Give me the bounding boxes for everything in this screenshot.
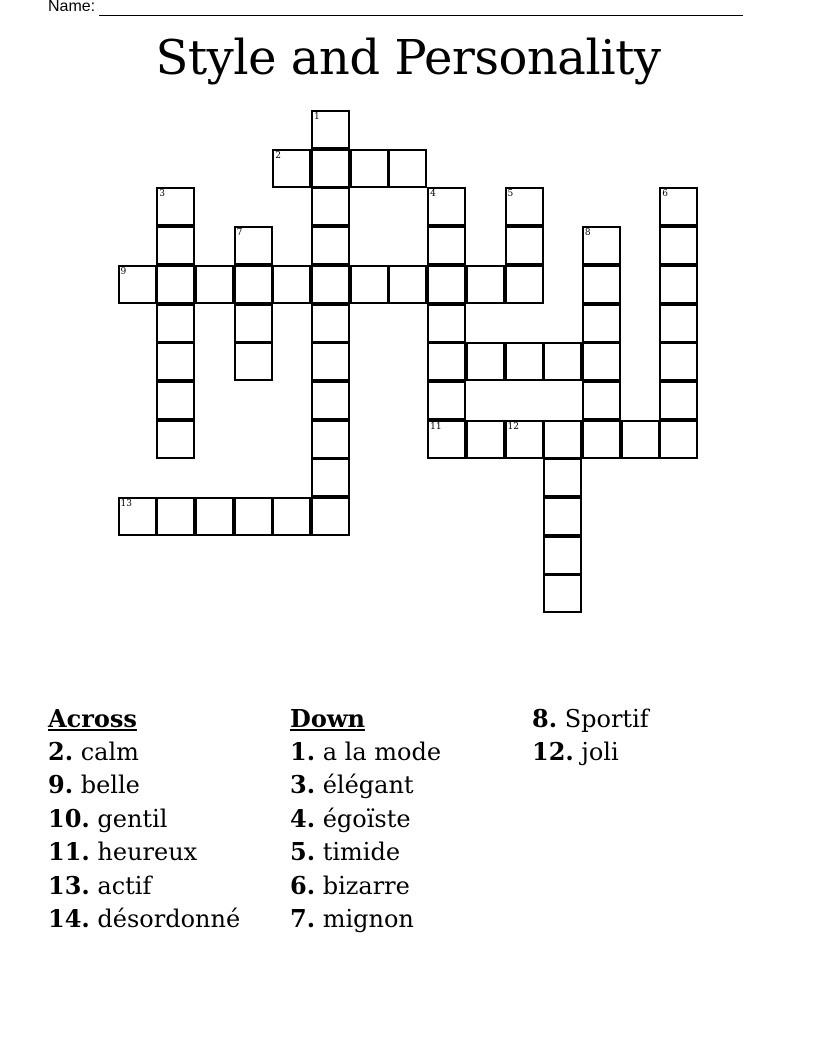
grid-cell[interactable]	[350, 149, 389, 188]
across-clue	[48, 835, 240, 868]
clue-text: a la mode	[322, 738, 442, 766]
down-clue	[290, 802, 441, 835]
clue-number: 9.	[48, 770, 74, 800]
clue-number-label: 11	[430, 421, 442, 432]
grid-cell[interactable]	[659, 265, 698, 304]
clue-number: 8.	[532, 704, 558, 733]
across-clue	[48, 902, 240, 935]
clue-text: Sportif	[564, 705, 649, 733]
across-clue	[48, 802, 240, 835]
clue-number-label: 7	[236, 228, 243, 239]
grid-cell[interactable]	[659, 187, 698, 226]
grid-cell[interactable]	[427, 420, 466, 459]
clue-number: 14.	[48, 903, 90, 933]
grid-cell[interactable]	[466, 420, 505, 459]
grid-cell[interactable]	[543, 458, 582, 497]
across-clue	[48, 735, 240, 768]
grid-cell[interactable]	[311, 149, 350, 188]
clue-number: 13.	[48, 870, 90, 900]
grid-cell[interactable]	[427, 226, 466, 265]
clue-number-label: 8	[584, 228, 591, 239]
clue-number-label: 2	[275, 150, 282, 161]
down-clue	[290, 835, 441, 868]
page-title: Style and Personality	[155, 30, 661, 86]
grid-cell[interactable]	[156, 497, 195, 536]
grid-cell[interactable]	[543, 420, 582, 459]
clue-text: mignon	[322, 904, 414, 933]
grid-cell[interactable]	[311, 110, 350, 149]
grid-cell[interactable]	[311, 497, 350, 536]
grid-cell[interactable]	[427, 304, 466, 343]
clue-number: 1.	[290, 737, 316, 766]
clue-number: 12.	[532, 737, 574, 767]
clue-number-label: 12	[507, 421, 519, 432]
grid-cell[interactable]	[582, 342, 621, 381]
grid-cell[interactable]	[272, 265, 311, 304]
grid-cell[interactable]	[156, 265, 195, 304]
down-clue	[290, 735, 441, 768]
grid-cell[interactable]	[156, 342, 195, 381]
clue-number: 10.	[48, 803, 90, 833]
clue-number: 2.	[48, 737, 74, 766]
clue-number: 7.	[290, 903, 316, 933]
grid-cell[interactable]	[118, 497, 157, 536]
grid-cell[interactable]	[234, 497, 273, 536]
down-heading: Down	[290, 704, 365, 733]
clue-number-label: 13	[120, 499, 132, 509]
grid-cell[interactable]	[659, 381, 698, 420]
grid-cell[interactable]	[311, 226, 350, 265]
clue-number-label: 4	[430, 189, 436, 200]
grid-cell[interactable]	[427, 381, 466, 420]
clue-number: 4.	[290, 803, 316, 833]
grid-cell[interactable]	[156, 226, 195, 265]
clue-number: 5.	[290, 837, 316, 867]
clue-text: joli	[581, 738, 619, 767]
grid-cell[interactable]	[427, 187, 466, 226]
clue-text: gentil	[97, 804, 168, 833]
across-clue	[48, 869, 240, 902]
clue-text: élégant	[322, 771, 414, 800]
name-label: Name:	[48, 0, 96, 15]
clue-number: 11.	[48, 837, 90, 867]
grid-cell[interactable]	[543, 342, 582, 381]
grid-cell[interactable]	[505, 342, 544, 381]
grid-cell[interactable]	[582, 381, 621, 420]
grid-cell[interactable]	[543, 536, 582, 575]
grid-cell[interactable]	[582, 420, 621, 459]
across-column	[48, 702, 240, 935]
grid-cell[interactable]	[505, 265, 544, 304]
grid-cell[interactable]	[659, 304, 698, 343]
grid-cell[interactable]	[195, 497, 234, 536]
clue-number-label: 9	[120, 266, 127, 277]
clue-number-label: 1	[314, 112, 320, 122]
down-column-continued	[532, 702, 649, 769]
grid-cell[interactable]	[272, 497, 311, 536]
down-clue	[532, 735, 649, 768]
grid-cell[interactable]	[659, 342, 698, 381]
grid-cell[interactable]	[505, 420, 544, 459]
across-clue	[48, 768, 240, 801]
grid-cell[interactable]	[427, 342, 466, 381]
down-clue	[290, 902, 441, 935]
grid-cell[interactable]	[156, 420, 195, 459]
grid-cell[interactable]	[388, 149, 427, 188]
grid-cell[interactable]	[543, 574, 582, 613]
grid-cell[interactable]	[388, 265, 427, 304]
grid-cell[interactable]	[543, 497, 582, 536]
grid-cell[interactable]	[311, 458, 350, 497]
grid-cell[interactable]	[311, 187, 350, 226]
clue-text: heureux	[97, 838, 198, 867]
grid-cell[interactable]	[350, 265, 389, 304]
grid-cell[interactable]	[466, 342, 505, 381]
grid-cell[interactable]	[234, 304, 273, 343]
grid-cell[interactable]	[582, 265, 621, 304]
grid-cell[interactable]	[234, 226, 273, 265]
clue-text: belle	[80, 771, 140, 800]
clue-number: 6.	[290, 870, 316, 900]
grid-cell[interactable]	[659, 420, 698, 459]
grid-cell[interactable]	[156, 187, 195, 226]
grid-cell[interactable]	[311, 342, 350, 381]
grid-cell[interactable]	[311, 420, 350, 459]
grid-cell[interactable]	[505, 226, 544, 265]
down-clue	[290, 869, 441, 902]
grid-cell[interactable]	[427, 265, 466, 304]
grid-cell[interactable]	[466, 265, 505, 304]
clue-text: timide	[322, 838, 401, 867]
clue-text: calm	[80, 738, 139, 766]
clue-text: actif	[97, 871, 152, 900]
grid-cell[interactable]	[195, 265, 234, 304]
grid-cell[interactable]	[621, 420, 660, 459]
grid-cell[interactable]	[156, 381, 195, 420]
grid-cell[interactable]	[311, 381, 350, 420]
clue-number-label: 6	[662, 189, 669, 200]
grid-cell[interactable]	[234, 265, 273, 304]
down-clue	[532, 702, 649, 735]
clue-number-label: 5	[507, 189, 514, 200]
clue-number-label: 3	[159, 189, 165, 200]
grid-cell[interactable]	[582, 304, 621, 343]
grid-cell[interactable]	[582, 226, 621, 265]
grid-cell[interactable]	[659, 226, 698, 265]
grid-cell[interactable]	[234, 342, 273, 381]
clue-text: égoïste	[322, 804, 411, 833]
grid-cell[interactable]	[272, 149, 311, 188]
clue-text: désordonné	[97, 904, 241, 933]
name-blank-line	[99, 0, 743, 16]
down-column	[290, 702, 441, 935]
down-clue	[290, 768, 441, 801]
clue-text: bizarre	[322, 871, 410, 900]
grid-cell[interactable]	[118, 265, 157, 304]
clue-number: 3.	[290, 770, 316, 800]
name-field-row	[48, 0, 743, 16]
grid-cell[interactable]	[505, 187, 544, 226]
grid-cell[interactable]	[311, 265, 350, 304]
grid-cell[interactable]	[156, 304, 195, 343]
grid-cell[interactable]	[311, 304, 350, 343]
across-heading: Across	[48, 704, 137, 733]
